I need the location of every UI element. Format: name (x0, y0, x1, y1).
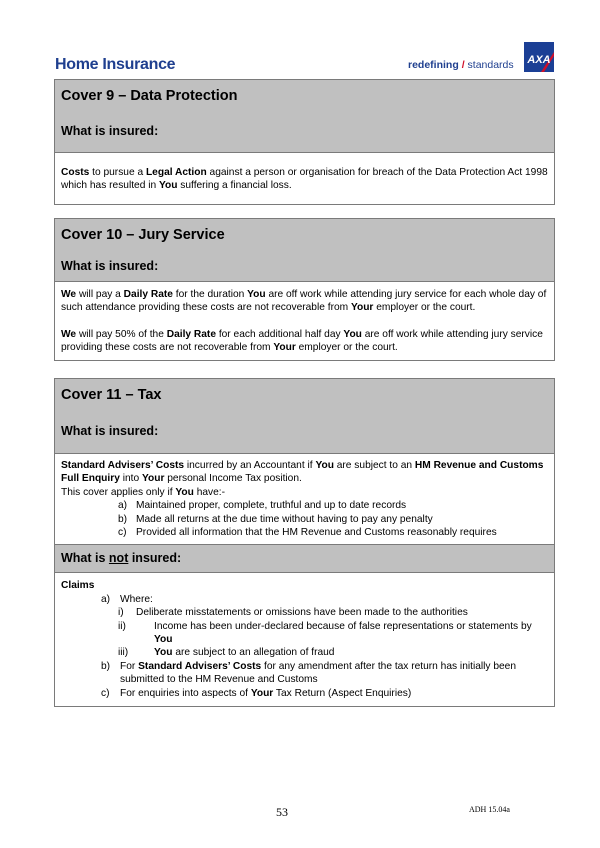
condition-item: a) Maintained proper, complete, truthful and up to date records (118, 500, 407, 512)
condition-item: b) Made all returns at the due time without having to pay any penalty (118, 513, 433, 525)
sub-item: iii) You are subject to an allegation of fraud (118, 647, 335, 659)
sub-item: i) Deliberate misstatements or omissions have been made to the authorities (118, 607, 468, 619)
cover-11-subtitle: What is insured: (61, 424, 159, 438)
axa-logo (524, 42, 554, 72)
logo-text: AXA (527, 54, 551, 66)
cover-9-title: Cover 9 – Data Protection (61, 88, 238, 104)
cover-10-para-1: We will pay a Daily Rate for the duration You are off work while attending jury service for each whole day of such attendance providing these costs are not recoverable from Your employer or the court. (61, 289, 547, 314)
condition-item: c) Provided all information that the HM Revenue and Customs reasonably requires (118, 527, 497, 539)
home-insurance-title: Home Insurance (55, 56, 176, 73)
tagline-slash: / (461, 59, 465, 71)
claims-label: Claims (61, 580, 95, 592)
not-insured-heading: What is not insured: (55, 544, 554, 572)
cover-9-text: Costs to pursue a Legal Action against a person or organisation for breach of the Data Protection Act 1998 which has resulted in You suffering a financial loss. (61, 167, 548, 192)
cover-10-box (54, 218, 555, 361)
cover-9-box (54, 79, 555, 205)
tagline-bold: redefining (408, 59, 459, 71)
tagline-rest: standards (467, 59, 514, 71)
claim-c: c) For enquiries into aspects of Your Tax Return (Aspect Enquiries) (101, 687, 412, 699)
page-number: 53 (276, 805, 288, 819)
cover-11-title: Cover 11 – Tax (61, 387, 162, 403)
cover-10-subtitle: What is insured: (61, 259, 159, 273)
tagline (408, 59, 514, 71)
cover-11-box (54, 378, 555, 707)
cover-10-title: Cover 10 – Jury Service (61, 227, 225, 243)
cover-11-intro: Standard Advisers’ Costs incurred by an Accountant if You are subject to an HM Revenue and Customs Full Enquiry into Your personal Income Tax position. (61, 460, 544, 485)
not-underlined: not (108, 551, 129, 566)
axa-logo-mark (524, 42, 554, 72)
sub-item: ii) Income has been under-declared because of false representations or statements by You (118, 620, 532, 646)
document-reference: ADH 15.04a (469, 805, 510, 814)
conditions-list (61, 499, 548, 539)
claim-b: b) For Standard Advisers’ Costs for any amendment after the tax return has initially been submitted to the HM Revenue and Customs (101, 660, 516, 686)
sub-items-list (61, 606, 548, 660)
cover-9-subtitle: What is insured: (61, 124, 159, 138)
claim-a: a) Where: (101, 593, 153, 605)
cover-10-para-2: We will pay 50% of the Daily Rate for each additional half day You are off work while attending jury service providing these costs are not recoverable from Your employer or the court. (61, 328, 543, 354)
cover-11-applies: This cover applies only if You have:- (61, 486, 226, 498)
